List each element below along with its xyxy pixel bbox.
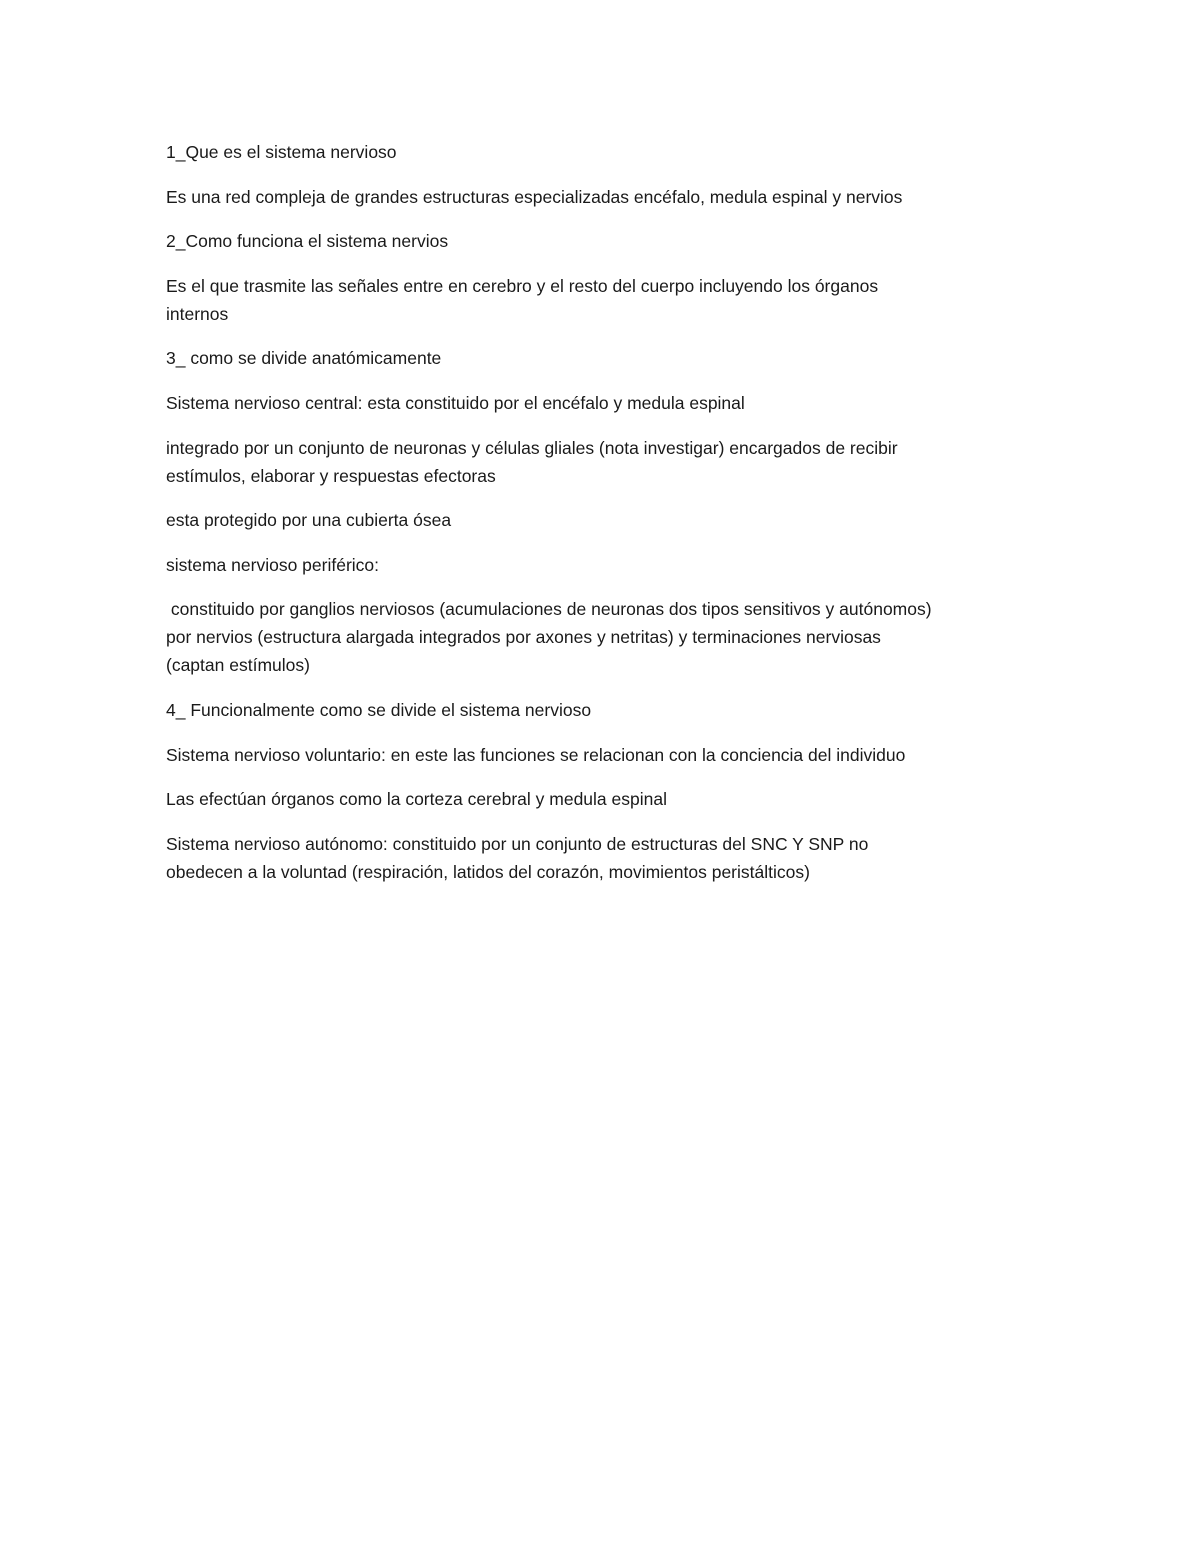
text-line: estímulos, elaborar y respuestas efectoras [166,465,496,486]
answer-paragraph [166,506,1046,534]
text-line: 4_ Funcionalmente como se divide el sistema nervioso [166,699,592,720]
answer-paragraph [166,272,1046,328]
answer-paragraph [166,595,1046,679]
question-heading-2 [166,227,1046,255]
text-line: integrado por un conjunto de neuronas y células gliales (nota investigar) encargados de recibir [166,437,898,458]
answer-paragraph [166,785,1046,813]
text-line: Es el que trasmite las señales entre en cerebro y el resto del cuerpo incluyendo los órganos [166,275,879,296]
answer-paragraph [166,551,1046,579]
text-line: Las efectúan órganos como la corteza cerebral y medula espinal [166,789,667,810]
text-line: 2_Como funciona el sistema nervios [166,231,449,252]
answer-paragraph [166,183,1046,211]
text-line: internos [166,303,229,324]
text-line: por nervios (estructura alargada integrados por axones y netritas) y terminaciones nerviosas [166,627,881,648]
text-line: esta protegido por una cubierta ósea [166,510,452,531]
text-line: Sistema nervioso voluntario: en este las funciones se relacionan con la conciencia del individuo [166,744,906,765]
text-line: sistema nervioso periférico: [166,554,379,575]
question-heading-4 [166,696,1046,724]
question-heading-1 [166,138,1046,166]
answer-paragraph [166,434,1046,490]
text-line: obedecen a la voluntad (respiración, latidos del corazón, movimientos peristálticos) [166,861,810,882]
text-line: 1_Que es el sistema nervioso [166,142,397,162]
answer-paragraph [166,830,1046,886]
text-line: Sistema nervioso central: esta constituido por el encéfalo y medula espinal [166,392,745,413]
text-line: (captan estímulos) [166,655,310,676]
text-line: Es una red compleja de grandes estructuras especializadas encéfalo, medula espinal y nervios [166,186,903,207]
answer-paragraph [166,741,1046,769]
text-line: 3_ como se divide anatómicamente [166,348,442,369]
answer-paragraph [166,389,1046,417]
text-line: Sistema nervioso autónomo: constituido por un conjunto de estructuras del SNC Y SNP no [166,833,869,854]
text-line: constituido por ganglios nerviosos (acumulaciones de neuronas dos tipos sensitivos y autónomos) [166,599,932,620]
question-heading-3 [166,344,1046,372]
document-body [166,138,1046,902]
